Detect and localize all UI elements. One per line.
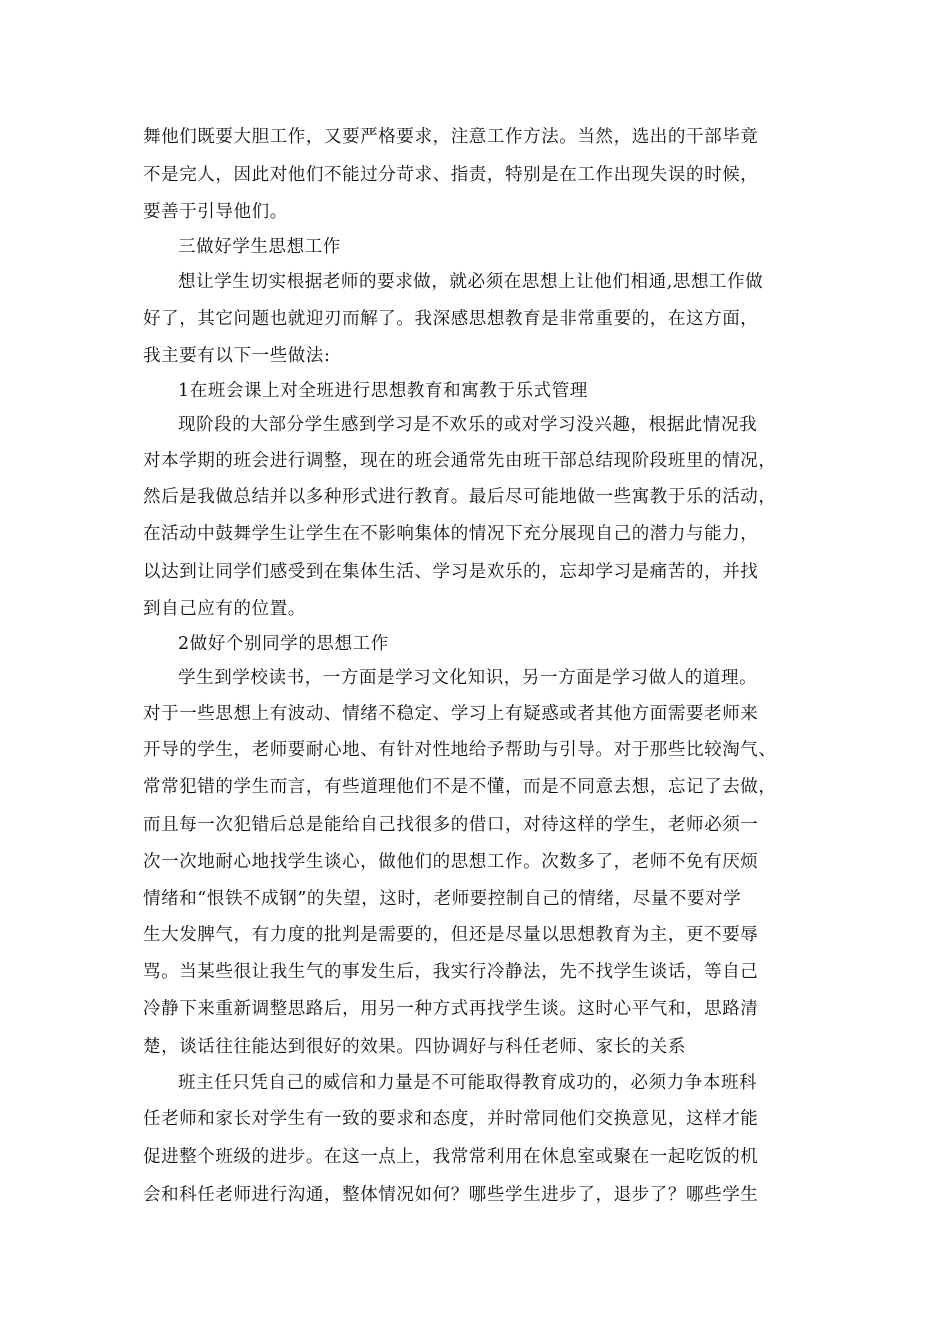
text-line: 情绪和“恨铁不成钢”的失望，这时，老师要控制自己的情绪，尽量不要对学	[143, 889, 742, 909]
text-line: 不是完人，因此对他们不能过分苛求、指责，特别是在工作出现失误的时候，	[143, 165, 759, 185]
text-line: 而且每一次犯错后总是能给自己找很多的借口，对待这样的学生，老师必须一	[143, 815, 759, 835]
section-heading: 三做好学生思想工作	[178, 237, 341, 257]
text-line: 现阶段的大部分学生感到学习是不欢乐的或对学习没兴趣，根据此情况我	[178, 415, 758, 435]
text-line: 骂。当某些很让我生气的事发生后，我实行冷静法，先不找学生谈话，等自己	[143, 962, 759, 982]
text-line: 常常犯错的学生而言，有些道理他们不是不懂，而是不同意去想，忘记了去做，	[143, 777, 777, 797]
text-line: 要善于引导他们。	[143, 202, 288, 222]
text-line: 到自己应有的位置。	[143, 599, 306, 619]
text-line: 班主任只凭自己的威信和力量是不可能取得教育成功的，必须力争本班科	[178, 1073, 758, 1093]
text-line: 好了，其它问题也就迎刃而解了。我深感思想教育是非常重要的，在这方面，	[143, 309, 759, 329]
text-line: 冷静下来重新调整思路后，用另一种方式再找学生谈。这时心平气和，思路清	[143, 999, 759, 1019]
text-line: 开导的学生，老师要耐心地、有针对性地给予帮助与引导。对于那些比较淘气、	[143, 740, 777, 760]
text-line: 然后是我做总结并以多种形式进行教育。最后尽可能地做一些寓教于乐的活动，	[143, 487, 777, 507]
text-line: 促进整个班级的进步。在这一点上，我常常利用在休息室或聚在一起吃饭的机	[143, 1147, 759, 1167]
text-line: 我主要有以下一些做法:	[143, 346, 331, 366]
text-line: 对本学期的班会进行调整，现在的班会通常先由班干部总结现阶段班里的情况，	[143, 451, 777, 471]
text-line: 以达到让同学们感受到在集体生活、学习是欢乐的，忘却学习是痛苦的，并找	[143, 562, 759, 582]
text-line: 学生到学校读书，一方面是学习文化知识，另一方面是学习做人的道理。	[178, 668, 758, 688]
text-line: 次一次地耐心地找学生谈心，做他们的思想工作。次数多了，老师不免有厌烦	[143, 852, 759, 872]
text-line: 会和科任老师进行沟通，整体情况如何？哪些学生进步了，退步了？哪些学生	[143, 1185, 759, 1205]
text-line: 在活动中鼓舞学生让学生在不影响集体的情况下充分展现自己的潜力与能力，	[143, 524, 759, 544]
text-line: 生大发脾气，有力度的批判是需要的，但还是尽量以思想教育为主，更不要辱	[143, 925, 759, 945]
subsection-heading: 1在班会课上对全班进行思想教育和寓教于乐式管理	[178, 381, 588, 401]
subsection-heading: 2做好个别同学的思想工作	[178, 634, 389, 654]
text-line: 楚，谈话往往能达到很好的效果。四协调好与科任老师、家长的关系	[143, 1037, 686, 1057]
text-line: 对于一些思想上有波动、情绪不稳定、学习上有疑惑或者其他方面需要老师来	[143, 704, 759, 724]
text-line: 想让学生切实根据老师的要求做，就必须在思想上让他们相通,思想工作做	[178, 272, 764, 292]
text-line: 舞他们既要大胆工作，又要严格要求，注意工作方法。当然，选出的干部毕竟	[143, 127, 759, 147]
text-line: 任老师和家长对学生有一致的要求和态度，并时常同他们交换意见，这样才能	[143, 1109, 759, 1129]
